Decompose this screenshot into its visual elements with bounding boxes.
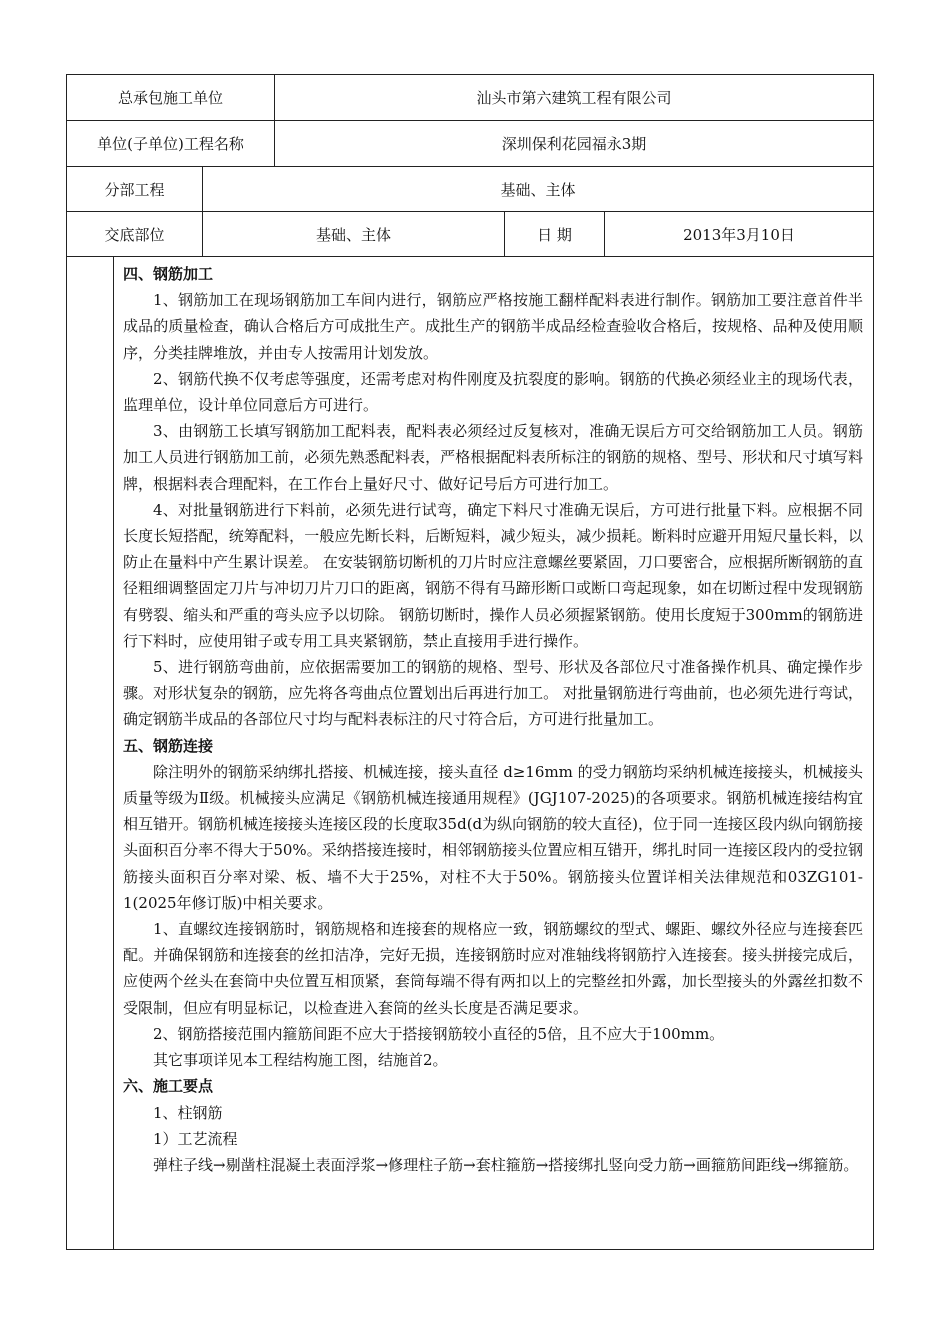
section-4-title: 四、钢筋加工 [123,265,214,283]
section-6-title: 六、施工要点 [123,1077,214,1096]
paragraph: 1）工艺流程 [153,1129,238,1148]
project-label: 单位(子单位)工程名称 [67,121,275,166]
location-value: 基础、主体 [203,212,505,256]
division-label: 分部工程 [67,167,203,211]
row-project [67,121,873,167]
paragraph: 1、直螺纹连接钢筋时，钢筋规格和连接套的规格应一致，钢筋螺纹的型式、螺距、螺纹外径应与连接套匹配。并确保钢筋和连接套的丝扣洁净，完好无损，连接钢筋时应对准轴线将钢筋拧入连接套。接头拼接完成后，应使两个丝头在套筒中央位置互相顶紧，套筒每端不得有两扣以上的完整丝扣外露，加长型接头的外露丝扣数不受限制，但应有明显标记，以检查进入套筒的丝头长度是否满足要求。 [123,920,863,1017]
body-text [123,261,863,1178]
project-value: 深圳保利花园福永3期 [501,135,647,153]
contractor-value: 汕头市第六建筑工程有限公司 [476,89,672,107]
left-margin-rule [113,257,114,1249]
contractor-label: 总承包施工单位 [67,75,275,120]
paragraph: 5、进行钢筋弯曲前，应依据需要加工的钢筋的规格、型号、形状及各部位尺寸准备操作机具、确定操作步骤。对形状复杂的钢筋，应先将各弯曲点位置划出后再进行加工。 对批量钢筋进行弯曲前，也必须先进行弯试，确定钢筋半成品的各部位尺寸均与配料表标注的尺寸符合后，方可进行批量加工。 [123,658,863,729]
date-label: 日 期 [505,212,605,256]
date-value: 2013年3月10日 [683,225,795,244]
division-value: 基础、主体 [500,180,576,199]
paragraph: 2、钢筋代换不仅考虑等强度，还需考虑对构件刚度及抗裂度的影响。钢筋的代换必须经业主的现场代表，监理单位，设计单位同意后方可进行。 [123,369,863,415]
paragraph: 其它事项详见本工程结构施工图，结施首2。 [153,1051,448,1070]
paragraph: 弹柱子线→剔凿柱混凝土表面浮浆→修理柱子筋→套柱箍筋→搭接绑扎竖向受力筋→画箍筋间距线→绑箍筋。 [153,1155,859,1174]
body-area [67,257,873,1249]
row-division [67,167,873,212]
paragraph: 1、钢筋加工在现场钢筋加工车间内进行，钢筋应严格按施工翻样配料表进行制作。钢筋加工要注意首件半成品的质量检查，确认合格后方可成批生产。成批生产的钢筋半成品经检查验收合格后，按规格、品种及使用顺序，分类挂牌堆放，并由专人按需用计划发放。 [123,291,863,362]
paragraph: 3、由钢筋工长填写钢筋加工配料表，配料表必须经过反复核对，准确无误后方可交给钢筋加工人员。钢筋加工人员进行钢筋加工前，必须先熟悉配料表，严格根据配料表所标注的钢筋的规格、型号、形状和尺寸填写料牌，根据料表合理配料，在工作台上量好尺寸、做好记号后方可进行加工。 [123,422,863,493]
paragraph: 4、对批量钢筋进行下料前，必须先进行试弯，确定下料尺寸准确无误后，方可进行批量下料。应根据不同长度长短搭配，统筹配料，一般应先断长料，后断短料，减少短头，减少损耗。断料时应避开用短尺量长料，以防止在量料中产生累计误差。 在安装钢筋切断机的刀片时应注意螺丝要紧固，刀口要密合，应根据所断钢筋的直径粗细调整固定刀片与冲切刀片刀口的距离，钢筋不得有马蹄形断口或断口弯起现象，如在切断过程中发现钢筋有劈裂、缩头和严重的弯头应予以切除。 钢筋切断时，操作人员必须握紧钢筋。使用长度短于300mm的钢筋进行下料时，应使用钳子或专用工具夹紧钢筋，禁止直接用手进行操作。 [123,500,863,650]
paragraph: 1、柱钢筋 [153,1103,223,1122]
disclosure-form [66,74,874,1250]
paragraph: 2、钢筋搭接范围内箍筋间距不应大于搭接钢筋较小直径的5倍，且不应大于100mm。 [153,1024,725,1043]
location-label: 交底部位 [67,212,203,256]
row-location [67,212,873,257]
paragraph: 除注明外的钢筋采纳绑扎搭接、机械连接，接头直径 d≥16mm 的受力钢筋均采纳机械连接接头，机械接头质量等级为Ⅱ级。机械接头应满足《钢筋机械连接通用规程》(JGJ107-2025)的各项要求。钢筋机械连接结构宜相互错开。钢筋机械连接接头连接区段的长度取35d(d为纵向钢筋的较大直径)，位于同一连接区段内纵向钢筋接头面积百分率不得大于50%。采纳搭接连接时，相邻钢筋接头位置应相互错开，绑扎时同一连接区段内的受拉钢筋接头面积百分率对梁、板、墙不大于25%，对柱不大于50%。钢筋接头位置详相关法律规范和03ZG101-1(2025年修订版)中相关要求。 [123,762,863,912]
section-5-title: 五、钢筋连接 [123,736,214,755]
row-contractor [67,75,873,121]
